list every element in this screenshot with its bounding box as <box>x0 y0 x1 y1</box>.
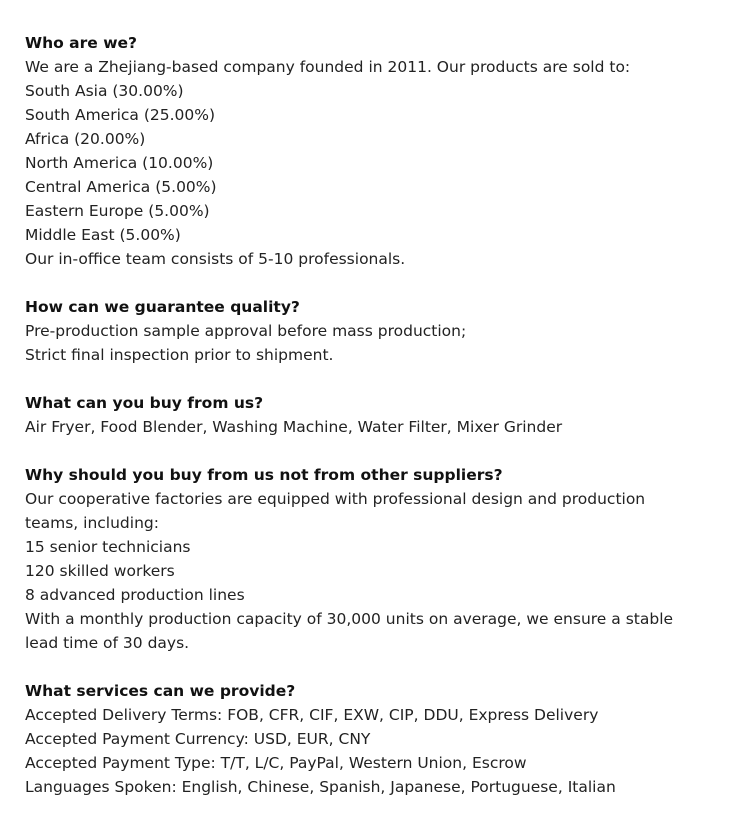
text-line: Our in-office team consists of 5-10 professionals. <box>25 250 406 268</box>
text-line: Strict final inspection prior to shipment. <box>25 346 334 364</box>
text-line: Accepted Payment Currency: USD, EUR, CNY <box>25 730 371 748</box>
text-line: We are a Zhejiang-based company founded in 2011. Our products are sold to: <box>25 58 631 76</box>
text-line: Central America (5.00%) <box>25 178 217 196</box>
text-line: 15 senior technicians <box>25 538 191 556</box>
text-line: North America (10.00%) <box>25 154 214 172</box>
text-line: South America (25.00%) <box>25 106 216 124</box>
text-line: Accepted Payment Type: T/T, L/C, PayPal, Western Union, Escrow <box>25 754 527 772</box>
company-faq-document <box>25 31 735 823</box>
text-line: Eastern Europe (5.00%) <box>25 202 210 220</box>
text-line: With a monthly production capacity of 30,000 units on average, we ensure a stable <box>25 610 674 628</box>
section-heading: Who are we? <box>25 34 138 52</box>
section-services <box>25 679 735 799</box>
text-line: 120 skilled workers <box>25 562 175 580</box>
text-line: Air Fryer, Food Blender, Washing Machine, Water Filter, Mixer Grinder <box>25 418 563 436</box>
text-line: 8 advanced production lines <box>25 586 245 604</box>
text-line: Africa (20.00%) <box>25 130 146 148</box>
section-why-buy <box>25 463 735 655</box>
section-quality <box>25 295 735 367</box>
section-heading: What can you buy from us? <box>25 394 264 412</box>
section-heading: Why should you buy from us not from other suppliers? <box>25 466 503 484</box>
section-heading: What services can we provide? <box>25 682 296 700</box>
text-line: Our cooperative factories are equipped with professional design and production <box>25 490 646 508</box>
text-line: teams, including: <box>25 514 159 532</box>
section-who-are-we <box>25 31 735 271</box>
text-line: Middle East (5.00%) <box>25 226 181 244</box>
text-line: Pre-production sample approval before mass production; <box>25 322 467 340</box>
text-line: Languages Spoken: English, Chinese, Spanish, Japanese, Portuguese, Italian <box>25 778 616 796</box>
section-products <box>25 391 735 439</box>
text-line: Accepted Delivery Terms: FOB, CFR, CIF, EXW, CIP, DDU, Express Delivery <box>25 706 599 724</box>
text-line: South Asia (30.00%) <box>25 82 184 100</box>
section-heading: How can we guarantee quality? <box>25 298 300 316</box>
text-line: lead time of 30 days. <box>25 634 190 652</box>
